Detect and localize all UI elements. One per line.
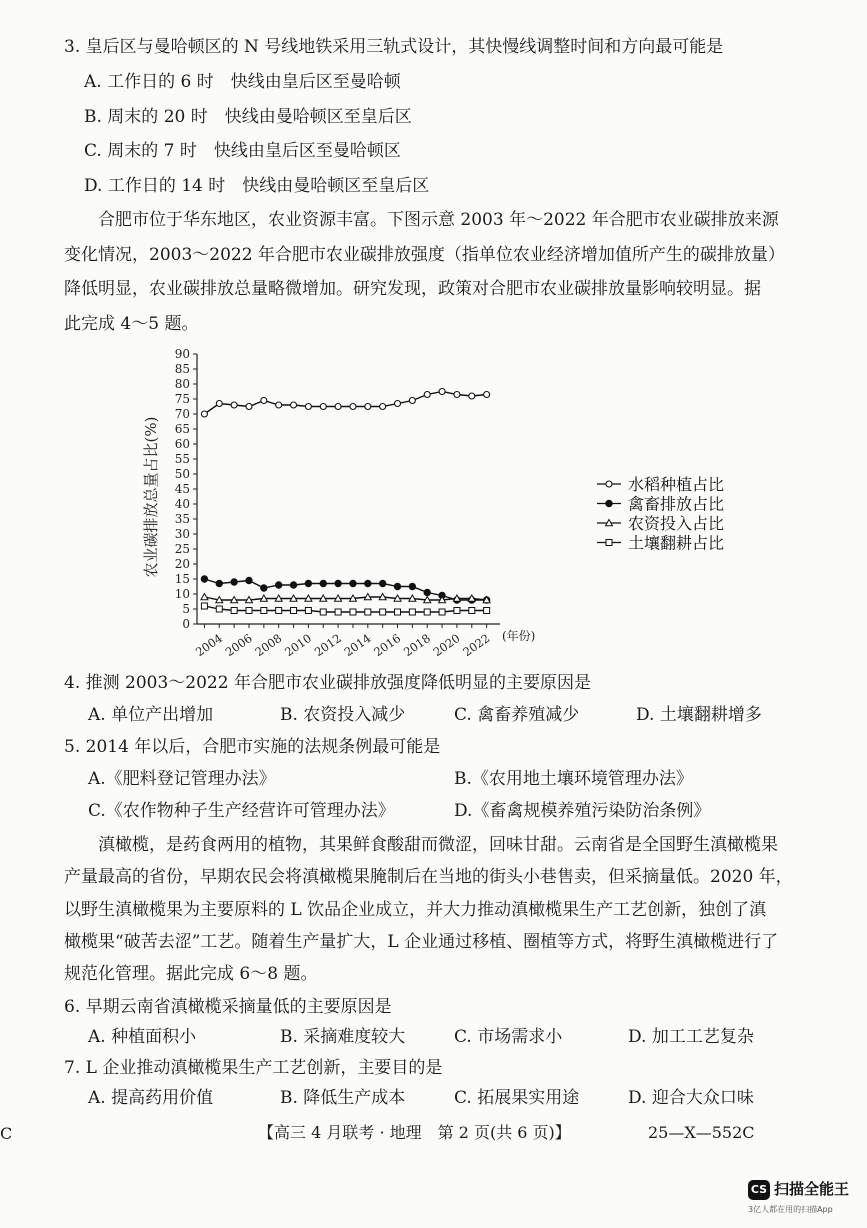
page-edge-mark: C	[0, 1124, 13, 1143]
data-point-tillage	[469, 608, 475, 614]
q3-option-a: A. 工作日的 6 时 快线由皇后区至曼哈顿	[84, 72, 401, 92]
q3-option-b: B. 周末的 20 时 快线由曼哈顿区至皇后区	[84, 107, 412, 127]
data-point-livestock	[409, 583, 415, 589]
y-tick-label: 10	[174, 587, 190, 601]
data-point-tillage	[365, 609, 371, 615]
x-axis-label: (年份)	[502, 629, 536, 643]
q4-option-c: C. 禽畜养殖减少	[454, 705, 580, 725]
data-point-tillage	[380, 609, 386, 615]
data-point-livestock	[231, 579, 237, 585]
passage2-line: 规范化管理。据此完成 6～8 题。	[64, 964, 318, 984]
data-point-rice	[201, 411, 207, 417]
data-point-tillage	[335, 609, 341, 615]
y-tick-label: 30	[174, 527, 190, 541]
q5-stem: 5. 2014 年以后，合肥市实施的法规条例最可能是	[64, 737, 441, 757]
data-point-tillage	[395, 609, 401, 615]
data-point-rice	[320, 404, 326, 410]
q3-option-d: D. 工作日的 14 时 快线由曼哈顿区至皇后区	[84, 176, 430, 196]
y-tick-label: 20	[174, 557, 190, 571]
x-tick-label: 2006	[222, 630, 255, 660]
data-point-livestock	[216, 580, 222, 586]
y-tick-label: 75	[174, 392, 190, 406]
passage2-line: 滇橄榄，是药食两用的植物，其果鲜食酸甜而微涩，回味甘甜。云南省是全国野生滇橄榄果	[64, 835, 778, 855]
data-point-rice	[454, 392, 460, 398]
carbon-emission-chart	[0, 340, 867, 660]
scanner-app-name: 扫描全能王	[774, 1180, 850, 1198]
legend-label-tillage: 土壤翻耕占比	[628, 533, 725, 553]
q6-option-b: B. 采摘难度较大	[280, 1027, 406, 1047]
data-point-rice	[395, 401, 401, 407]
data-point-rice	[335, 404, 341, 410]
exam-code: 25—X—552C	[648, 1123, 755, 1142]
data-point-livestock	[394, 583, 400, 589]
data-point-livestock	[305, 580, 311, 586]
data-point-tillage	[484, 608, 490, 614]
passage1-line: 此完成 4～5 题。	[64, 314, 199, 334]
passage2-line: 橄榄果“破苦去涩”工艺。随着生产量扩大，L 企业通过移植、圈植等方式，将野生滇橄榄进行了	[64, 932, 779, 952]
y-axis-label: 农业碳排放总量占比(%)	[142, 416, 160, 578]
data-point-livestock	[379, 580, 385, 586]
data-point-livestock	[290, 582, 296, 588]
y-tick-label: 15	[174, 572, 190, 586]
q3-stem: 3. 皇后区与曼哈顿区的 N 号线地铁采用三轨式设计，其快慢线调整时间和方向最可能是	[64, 37, 724, 57]
data-point-tillage	[305, 608, 311, 614]
y-tick-label: 5	[182, 602, 190, 616]
data-point-livestock	[424, 589, 430, 595]
y-tick-label: 40	[174, 497, 190, 511]
q5-option-a: A.《肥料登记管理办法》	[88, 769, 276, 789]
data-point-tillage	[320, 609, 326, 615]
passage2-line: 以野生滇橄榄果为主要原料的 L 饮品企业成立，并大力推动滇橄榄果生产工艺创新，独创了滇	[64, 900, 767, 920]
y-tick-label: 45	[174, 482, 190, 496]
data-point-rice	[484, 392, 490, 398]
scanner-watermark	[748, 1178, 860, 1222]
data-point-livestock	[335, 580, 341, 586]
q5-option-d: D.《畜禽规模养殖污染防治条例》	[454, 801, 711, 821]
page-footer: 【高三 4 月联考 · 地理 第 2 页(共 6 页)】	[258, 1123, 571, 1142]
q7-option-d: D. 迎合大众口味	[628, 1088, 754, 1108]
data-point-livestock	[201, 576, 207, 582]
q3-option-c: C. 周末的 7 时 快线由皇后区至曼哈顿区	[84, 141, 401, 161]
y-tick-label: 35	[174, 512, 190, 526]
x-tick-label: 2004	[192, 630, 226, 660]
legend-marker-tillage	[606, 540, 612, 546]
data-point-tillage	[276, 608, 282, 614]
y-tick-label: 70	[174, 407, 190, 421]
data-point-livestock	[246, 577, 252, 583]
passage2-line: 产量最高的省份，早期农民会将滇橄榄果腌制后在当地的街头小巷售卖，但采摘量低。2020 年，	[64, 867, 793, 887]
q4-option-d: D. 土壤翻耕增多	[636, 705, 762, 725]
data-point-livestock	[275, 582, 281, 588]
q6-option-a: A. 种植面积小	[88, 1027, 197, 1047]
y-tick-label: 25	[174, 542, 190, 556]
data-point-tillage	[246, 608, 252, 614]
data-point-tillage	[231, 608, 237, 614]
data-point-rice	[231, 402, 237, 408]
data-point-input	[201, 594, 208, 600]
data-point-rice	[291, 402, 297, 408]
passage1-line: 降低明显，农业碳排放总量略微增加。研究发现，政策对合肥市农业碳排放量影响较明显。据	[64, 279, 761, 299]
q6-stem: 6. 早期云南省滇橄榄采摘量低的主要原因是	[64, 997, 392, 1017]
data-point-rice	[305, 404, 311, 410]
x-tick-label: 2010	[282, 630, 315, 660]
legend-label-livestock: 禽畜排放占比	[628, 494, 725, 514]
q5-option-b: B.《农用地土壤环境管理办法》	[454, 769, 693, 789]
y-tick-label: 90	[174, 347, 190, 361]
data-point-rice	[424, 392, 430, 398]
y-tick-label: 85	[174, 362, 190, 376]
y-tick-label: 65	[174, 422, 190, 436]
data-point-rice	[380, 404, 386, 410]
y-tick-label: 80	[174, 377, 190, 391]
data-point-rice	[469, 393, 475, 399]
data-point-livestock	[261, 585, 267, 591]
data-point-tillage	[261, 608, 267, 614]
q4-option-b: B. 农资投入减少	[280, 705, 406, 725]
data-point-tillage	[424, 609, 430, 615]
camscanner-logo-icon: CS	[748, 1180, 770, 1200]
q5-option-c: C.《农作物种子生产经营许可管理办法》	[88, 801, 395, 821]
data-point-tillage	[409, 609, 415, 615]
data-point-tillage	[454, 608, 460, 614]
data-point-rice	[439, 389, 445, 395]
y-tick-label: 50	[174, 467, 190, 481]
q6-option-c: C. 市场需求小	[454, 1027, 563, 1047]
x-tick-label: 2016	[371, 630, 404, 660]
legend-marker-livestock	[606, 500, 612, 506]
q7-option-a: A. 提高药用价值	[88, 1088, 214, 1108]
q7-option-b: B. 降低生产成本	[280, 1088, 406, 1108]
data-point-livestock	[350, 580, 356, 586]
data-point-tillage	[350, 609, 356, 615]
y-tick-label: 55	[174, 452, 190, 466]
data-point-rice	[350, 404, 356, 410]
data-point-rice	[409, 398, 415, 404]
data-point-tillage	[291, 608, 297, 614]
data-point-rice	[365, 404, 371, 410]
data-point-tillage	[216, 606, 222, 612]
x-tick-label: 2014	[341, 630, 374, 660]
data-point-livestock	[365, 580, 371, 586]
x-tick-label: 2022	[460, 630, 493, 660]
x-tick-label: 2020	[430, 630, 463, 660]
x-tick-label: 2012	[311, 630, 344, 660]
data-point-rice	[261, 398, 267, 404]
q6-option-d: D. 加工工艺复杂	[628, 1027, 754, 1047]
scanner-app-slogan: 3亿人都在用的扫描App	[748, 1205, 833, 1214]
y-tick-label: 60	[174, 437, 190, 451]
q4-option-a: A. 单位产出增加	[88, 705, 214, 725]
q7-option-c: C. 拓展果实用途	[454, 1088, 580, 1108]
q7-stem: 7. L 企业推动滇橄榄果生产工艺创新，主要目的是	[64, 1058, 443, 1078]
legend-label-rice: 水稻种植占比	[628, 475, 725, 494]
q4-stem: 4. 推测 2003～2022 年合肥市农业碳排放强度降低明显的主要原因是	[64, 673, 591, 693]
data-point-rice	[216, 401, 222, 407]
data-point-livestock	[320, 580, 326, 586]
passage1-line: 变化情况，2003～2022 年合肥市农业碳排放强度（指单位农业经济增加值所产生的碳排放量）	[64, 245, 785, 265]
x-tick-label: 2008	[252, 630, 285, 660]
legend-marker-rice	[606, 481, 612, 487]
data-point-rice	[276, 402, 282, 408]
legend-label-input: 农资投入占比	[628, 514, 725, 533]
data-point-tillage	[439, 609, 445, 615]
data-point-tillage	[201, 603, 207, 609]
passage1-line: 合肥市位于华东地区，农业资源丰富。下图示意 2003 年～2022 年合肥市农业碳排放来源	[64, 210, 779, 230]
series-line-rice	[204, 392, 486, 415]
y-tick-label: 0	[182, 617, 190, 631]
x-tick-label: 2018	[400, 630, 433, 660]
data-point-rice	[246, 404, 252, 410]
